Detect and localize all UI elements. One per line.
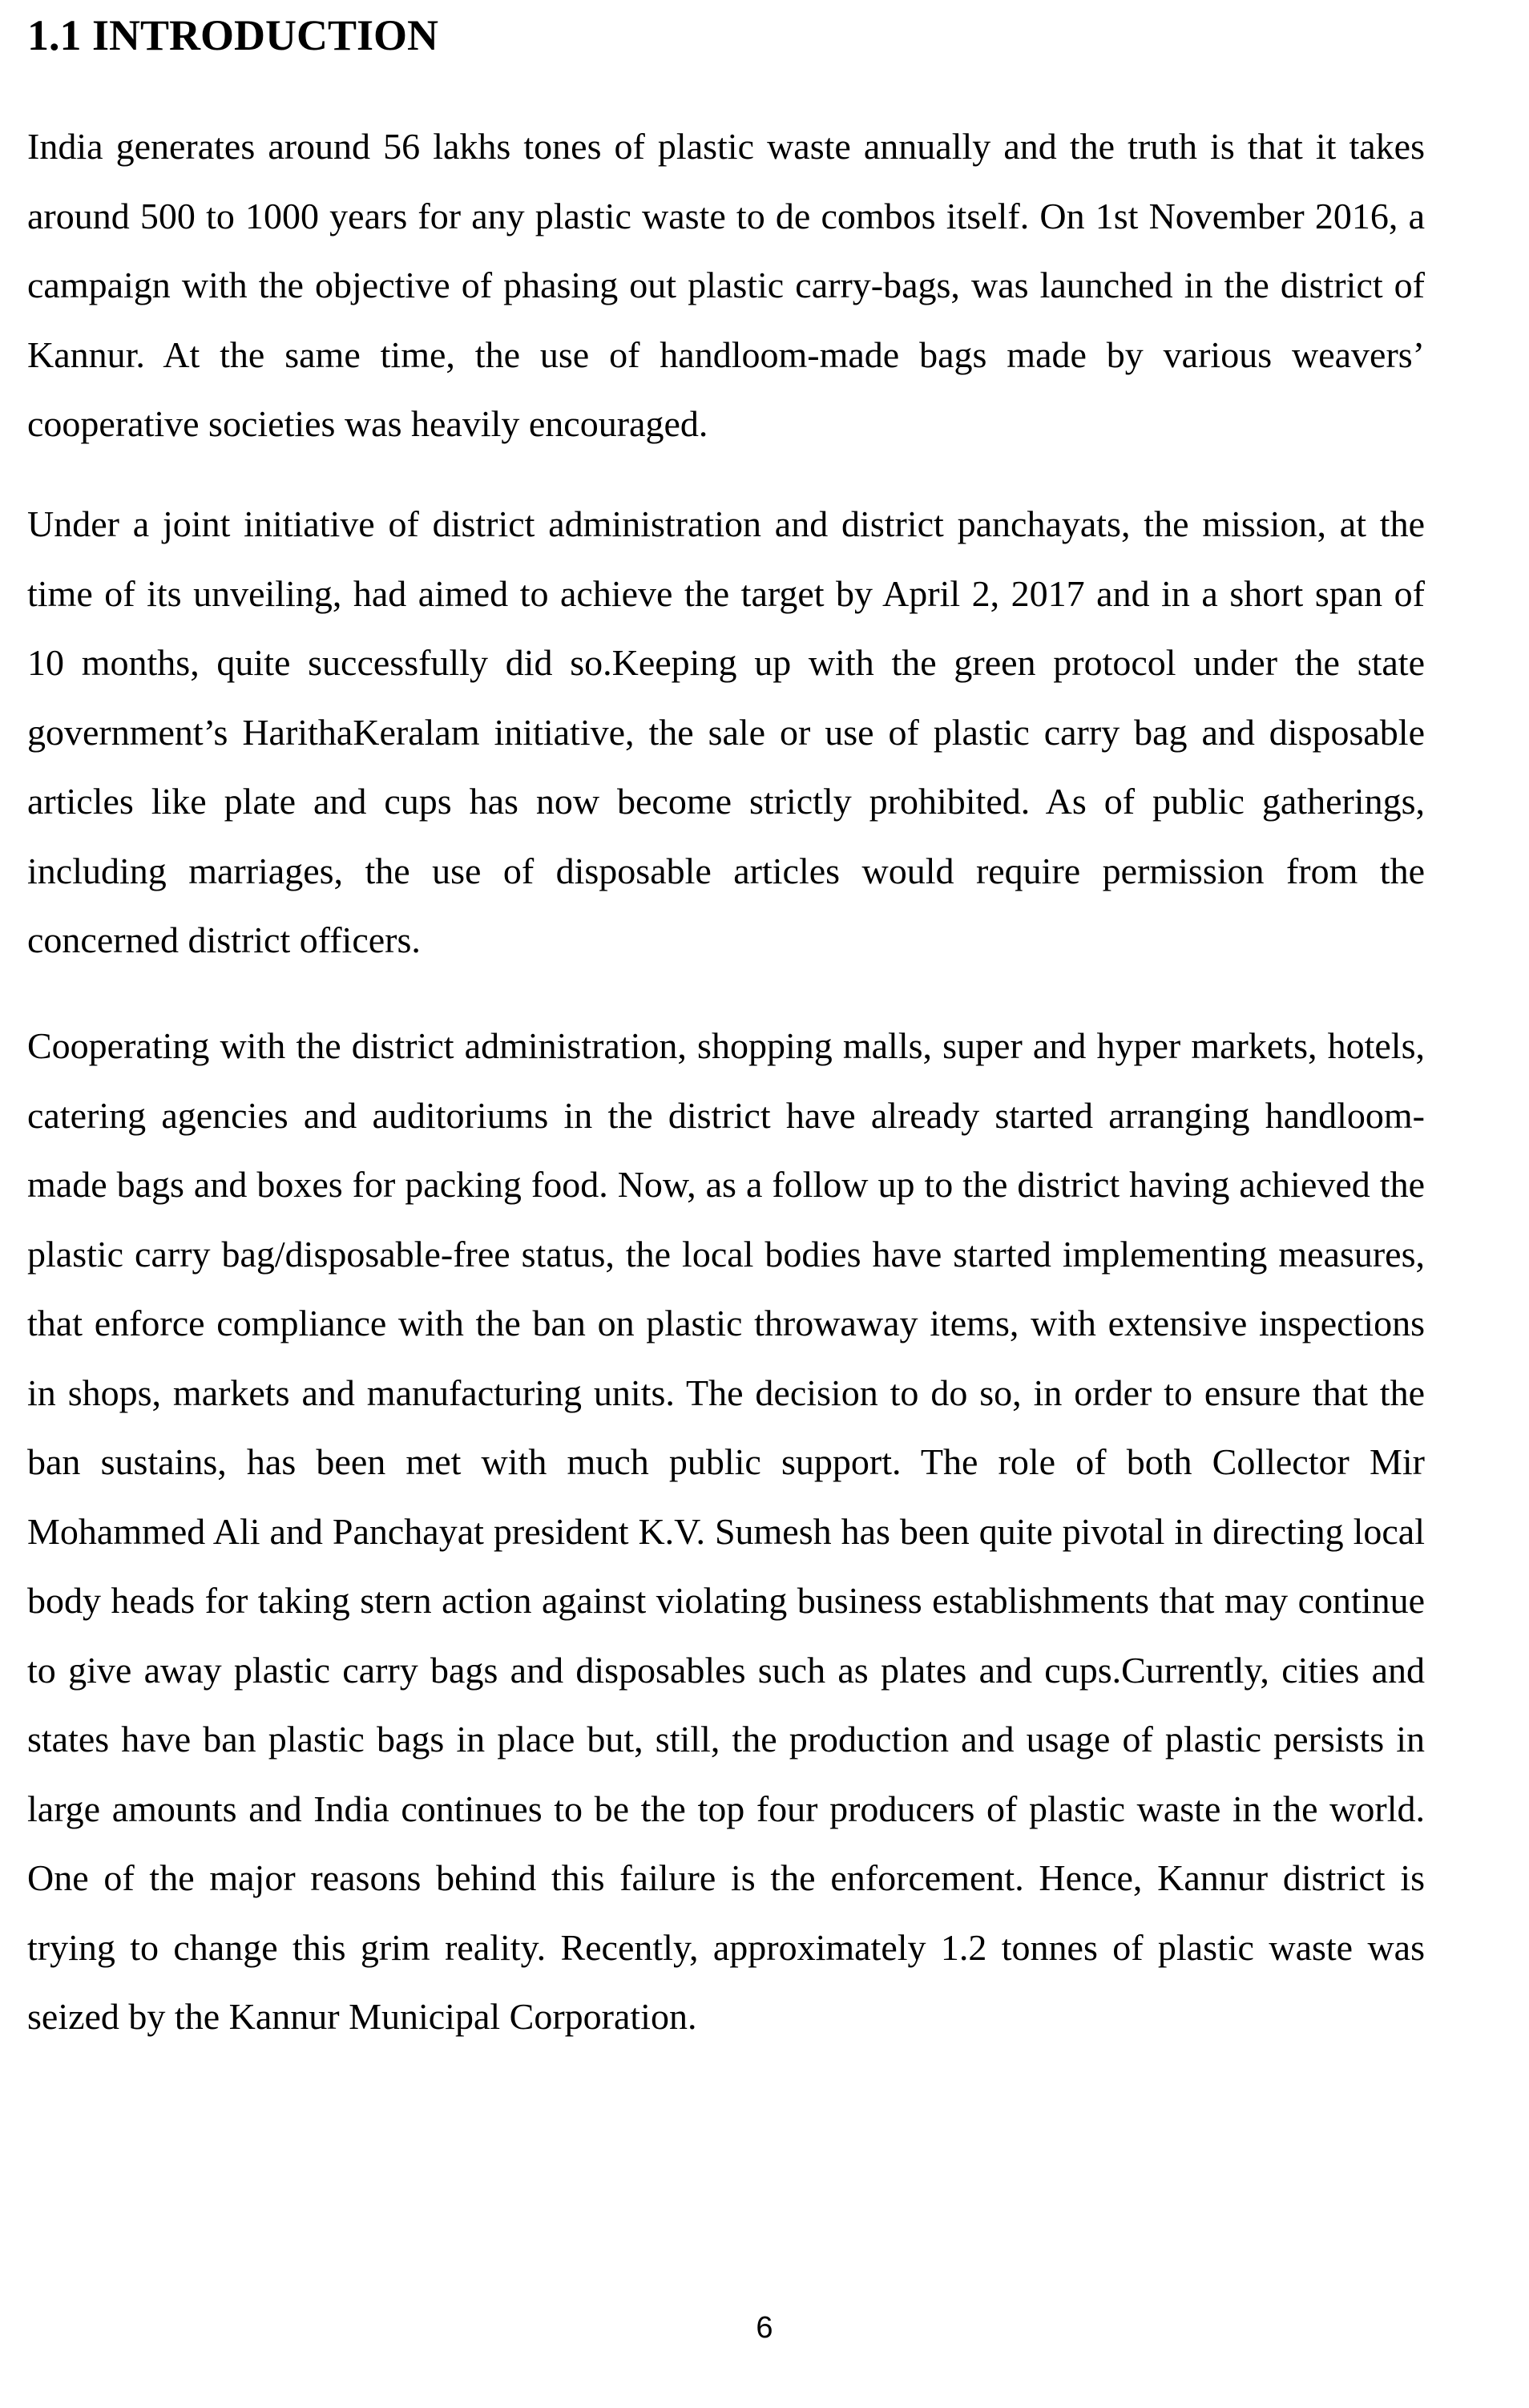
paragraph-3: Cooperating with the district administration, shopping malls, super and hyper markets, hotels, catering agencies and auditoriums in the district have already started arranging handloom-made bags and boxes for packing food. Now, as a follow up to the district having achieved the plastic carry bag/disposable-free status, the local bodies have started implementing measures, that enforce compliance with the ban on plastic throwaway items, with extensive inspections in shops, markets and manufacturing units. The decision to do so, in order to ensure that the ban sustains, has been met with much public support. The role of both Collector Mir Mohammed Ali and Panchayat president K.V. Sumesh has been quite pivotal in directing local body heads for taking stern action against violating business establishments that may continue to give away plastic carry bags and disposables such as plates and cups.Currently, cities and states have ban plastic bags in place but, still, the production and usage of plastic persists in large amounts and India continues to be the top four producers of plastic waste in the world. One of the major reasons behind this failure is the enforcement. Hence, Kannur district is trying to change this grim reality. Recently, approximately 1.2 tonnes of plastic waste was seized by the Kannur Municipal Corporation. xyxy=(27,1025,1425,2037)
section-heading: 1.1 INTRODUCTION xyxy=(27,11,439,59)
page-number: 6 xyxy=(756,2311,773,2345)
paragraph-1: India generates around 56 lakhs tones of plastic waste annually and the truth is that it takes around 500 to 1000 years for any plastic waste to de combos itself. On 1st November 2016, a campaign with the objective of phasing out plastic carry-bags, was launched in the district of Kannur. At the same time, the use of handloom-made bags made by various weavers’ cooperative societies was heavily encouraged. xyxy=(27,126,1425,444)
paragraph-2: Under a joint initiative of district administration and district panchayats, the mission, at the time of its unveiling, had aimed to achieve the target by April 2, 2017 and in a short span of 10 months, quite successfully did so.Keeping up with the green protocol under the state government’s HarithaKeralam initiative, the sale or use of plastic carry bag and disposable articles like plate and cups has now become strictly prohibited. As of public gatherings, including marriages, the use of disposable articles would require permission from the concerned district officers. xyxy=(27,503,1425,960)
